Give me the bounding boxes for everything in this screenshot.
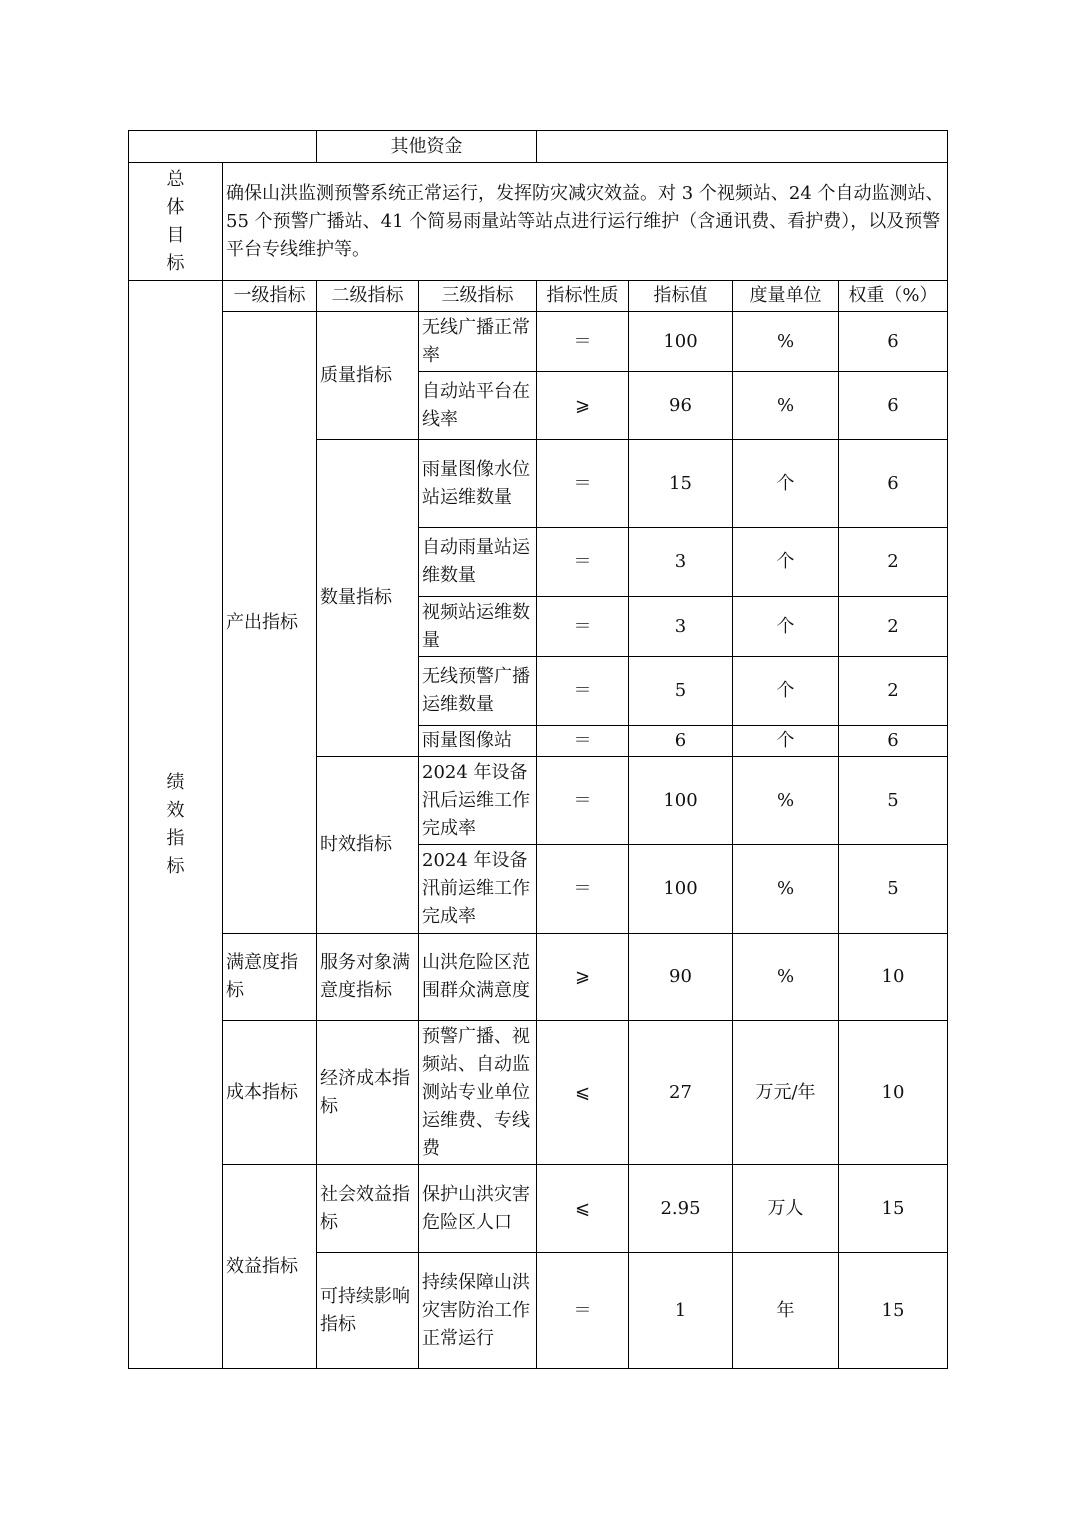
level2-sustain: 可持续影响指标 — [317, 1253, 419, 1369]
indicator-op: ⩽ — [537, 1165, 629, 1253]
indicator-weight: 6 — [839, 312, 948, 372]
indicator-value: 100 — [629, 757, 733, 845]
indicator-op: ＝ — [537, 757, 629, 845]
indicator-value: 1 — [629, 1253, 733, 1369]
indicator-weight: 2 — [839, 528, 948, 597]
indicator-value: 2.95 — [629, 1165, 733, 1253]
indicator-weight: 10 — [839, 934, 948, 1021]
level2-timeliness: 时效指标 — [317, 757, 419, 934]
indicator-value: 6 — [629, 726, 733, 757]
indicator-weight: 15 — [839, 1165, 948, 1253]
indicator-value: 27 — [629, 1021, 733, 1165]
overall-goal-label-char: 目 — [166, 224, 185, 246]
header-level1: 一级指标 — [223, 281, 317, 312]
indicator-op: ＝ — [537, 1253, 629, 1369]
funding-label: 其他资金 — [317, 131, 537, 163]
funding-blank-cell — [129, 131, 317, 163]
indicator-name: 无线广播正常率 — [419, 312, 537, 372]
level1-output: 产出指标 — [223, 312, 317, 934]
indicator-weight: 5 — [839, 845, 948, 934]
indicator-name: 2024 年设备汛后运维工作完成率 — [419, 757, 537, 845]
funding-row — [129, 131, 948, 163]
indicator-weight: 6 — [839, 440, 948, 528]
level2-social: 社会效益指标 — [317, 1165, 419, 1253]
indicator-unit: % — [733, 845, 839, 934]
indicator-value: 90 — [629, 934, 733, 1021]
indicator-op: ⩽ — [537, 1021, 629, 1165]
indicator-name: 无线预警广播运维数量 — [419, 657, 537, 726]
indicator-unit: % — [733, 934, 839, 1021]
overall-goal-row — [129, 163, 948, 281]
indicator-unit: % — [733, 757, 839, 845]
indicator-name: 雨量图像水位站运维数量 — [419, 440, 537, 528]
indicator-op: ＝ — [537, 528, 629, 597]
performance-label-char: 标 — [166, 855, 185, 877]
indicator-name: 2024 年设备汛前运维工作完成率 — [419, 845, 537, 934]
indicator-value: 100 — [629, 845, 733, 934]
indicator-value: 5 — [629, 657, 733, 726]
overall-goal-label-char: 标 — [166, 252, 185, 274]
indicator-weight: 15 — [839, 1253, 948, 1369]
indicator-unit: 个 — [733, 726, 839, 757]
header-unit: 度量单位 — [733, 281, 839, 312]
level2-cost: 经济成本指标 — [317, 1021, 419, 1165]
level1-satisfaction: 满意度指标 — [223, 934, 317, 1021]
indicator-name: 自动站平台在线率 — [419, 372, 537, 440]
indicator-weight: 2 — [839, 657, 948, 726]
header-weight: 权重（%） — [839, 281, 948, 312]
indicator-unit: 个 — [733, 440, 839, 528]
indicator-unit: 年 — [733, 1253, 839, 1369]
header-value: 指标值 — [629, 281, 733, 312]
table-row — [129, 1165, 948, 1253]
overall-goal-text: 确保山洪监测预警系统正常运行，发挥防灾减灾效益。对 3 个视频站、24 个自动监测站、55 个预警广播站、41 个简易雨量站等站点进行运行维护（含通讯费、看护费），以及预警平台专线维护等。 — [223, 163, 948, 281]
indicator-unit: 个 — [733, 657, 839, 726]
indicator-value: 3 — [629, 528, 733, 597]
overall-goal-label-char: 总 — [166, 168, 185, 190]
indicator-name: 山洪危险区范围群众满意度 — [419, 934, 537, 1021]
header-level3: 三级指标 — [419, 281, 537, 312]
indicator-unit: 万元/年 — [733, 1021, 839, 1165]
funding-value — [537, 131, 948, 163]
performance-table — [128, 130, 948, 1369]
indicator-unit: 万人 — [733, 1165, 839, 1253]
indicator-unit: 个 — [733, 528, 839, 597]
level2-quantity: 数量指标 — [317, 440, 419, 757]
level1-benefit: 效益指标 — [223, 1165, 317, 1369]
indicator-name: 保护山洪灾害危险区人口 — [419, 1165, 537, 1253]
performance-label — [129, 281, 223, 1369]
indicator-op: ＝ — [537, 440, 629, 528]
indicator-op: ＝ — [537, 845, 629, 934]
level2-quality: 质量指标 — [317, 312, 419, 440]
indicator-op: ⩾ — [537, 934, 629, 1021]
indicator-name: 预警广播、视频站、自动监测站专业单位运维费、专线费 — [419, 1021, 537, 1165]
indicator-unit: % — [733, 312, 839, 372]
indicator-op: ＝ — [537, 312, 629, 372]
table-header-row — [129, 281, 948, 312]
table-row — [129, 312, 948, 372]
performance-label-char: 效 — [166, 799, 185, 821]
indicator-op: ⩾ — [537, 372, 629, 440]
indicator-weight: 2 — [839, 597, 948, 657]
indicator-name: 自动雨量站运维数量 — [419, 528, 537, 597]
indicator-name: 持续保障山洪灾害防治工作正常运行 — [419, 1253, 537, 1369]
indicator-name: 视频站运维数量 — [419, 597, 537, 657]
header-level2: 二级指标 — [317, 281, 419, 312]
indicator-weight: 10 — [839, 1021, 948, 1165]
indicator-weight: 6 — [839, 372, 948, 440]
indicator-value: 100 — [629, 312, 733, 372]
indicator-unit: % — [733, 372, 839, 440]
indicator-weight: 6 — [839, 726, 948, 757]
performance-label-char: 绩 — [166, 771, 185, 793]
indicator-weight: 5 — [839, 757, 948, 845]
overall-goal-label — [129, 163, 223, 281]
indicator-op: ＝ — [537, 657, 629, 726]
indicator-value: 96 — [629, 372, 733, 440]
level1-cost: 成本指标 — [223, 1021, 317, 1165]
table-row — [129, 934, 948, 1021]
indicator-value: 15 — [629, 440, 733, 528]
indicator-value: 3 — [629, 597, 733, 657]
indicator-op: ＝ — [537, 597, 629, 657]
overall-goal-label-char: 体 — [166, 196, 185, 218]
indicator-name: 雨量图像站 — [419, 726, 537, 757]
header-nature: 指标性质 — [537, 281, 629, 312]
table-row — [129, 1021, 948, 1165]
level2-satisfaction: 服务对象满意度指标 — [317, 934, 419, 1021]
performance-label-char: 指 — [166, 827, 185, 849]
indicator-unit: 个 — [733, 597, 839, 657]
indicator-op: ＝ — [537, 726, 629, 757]
